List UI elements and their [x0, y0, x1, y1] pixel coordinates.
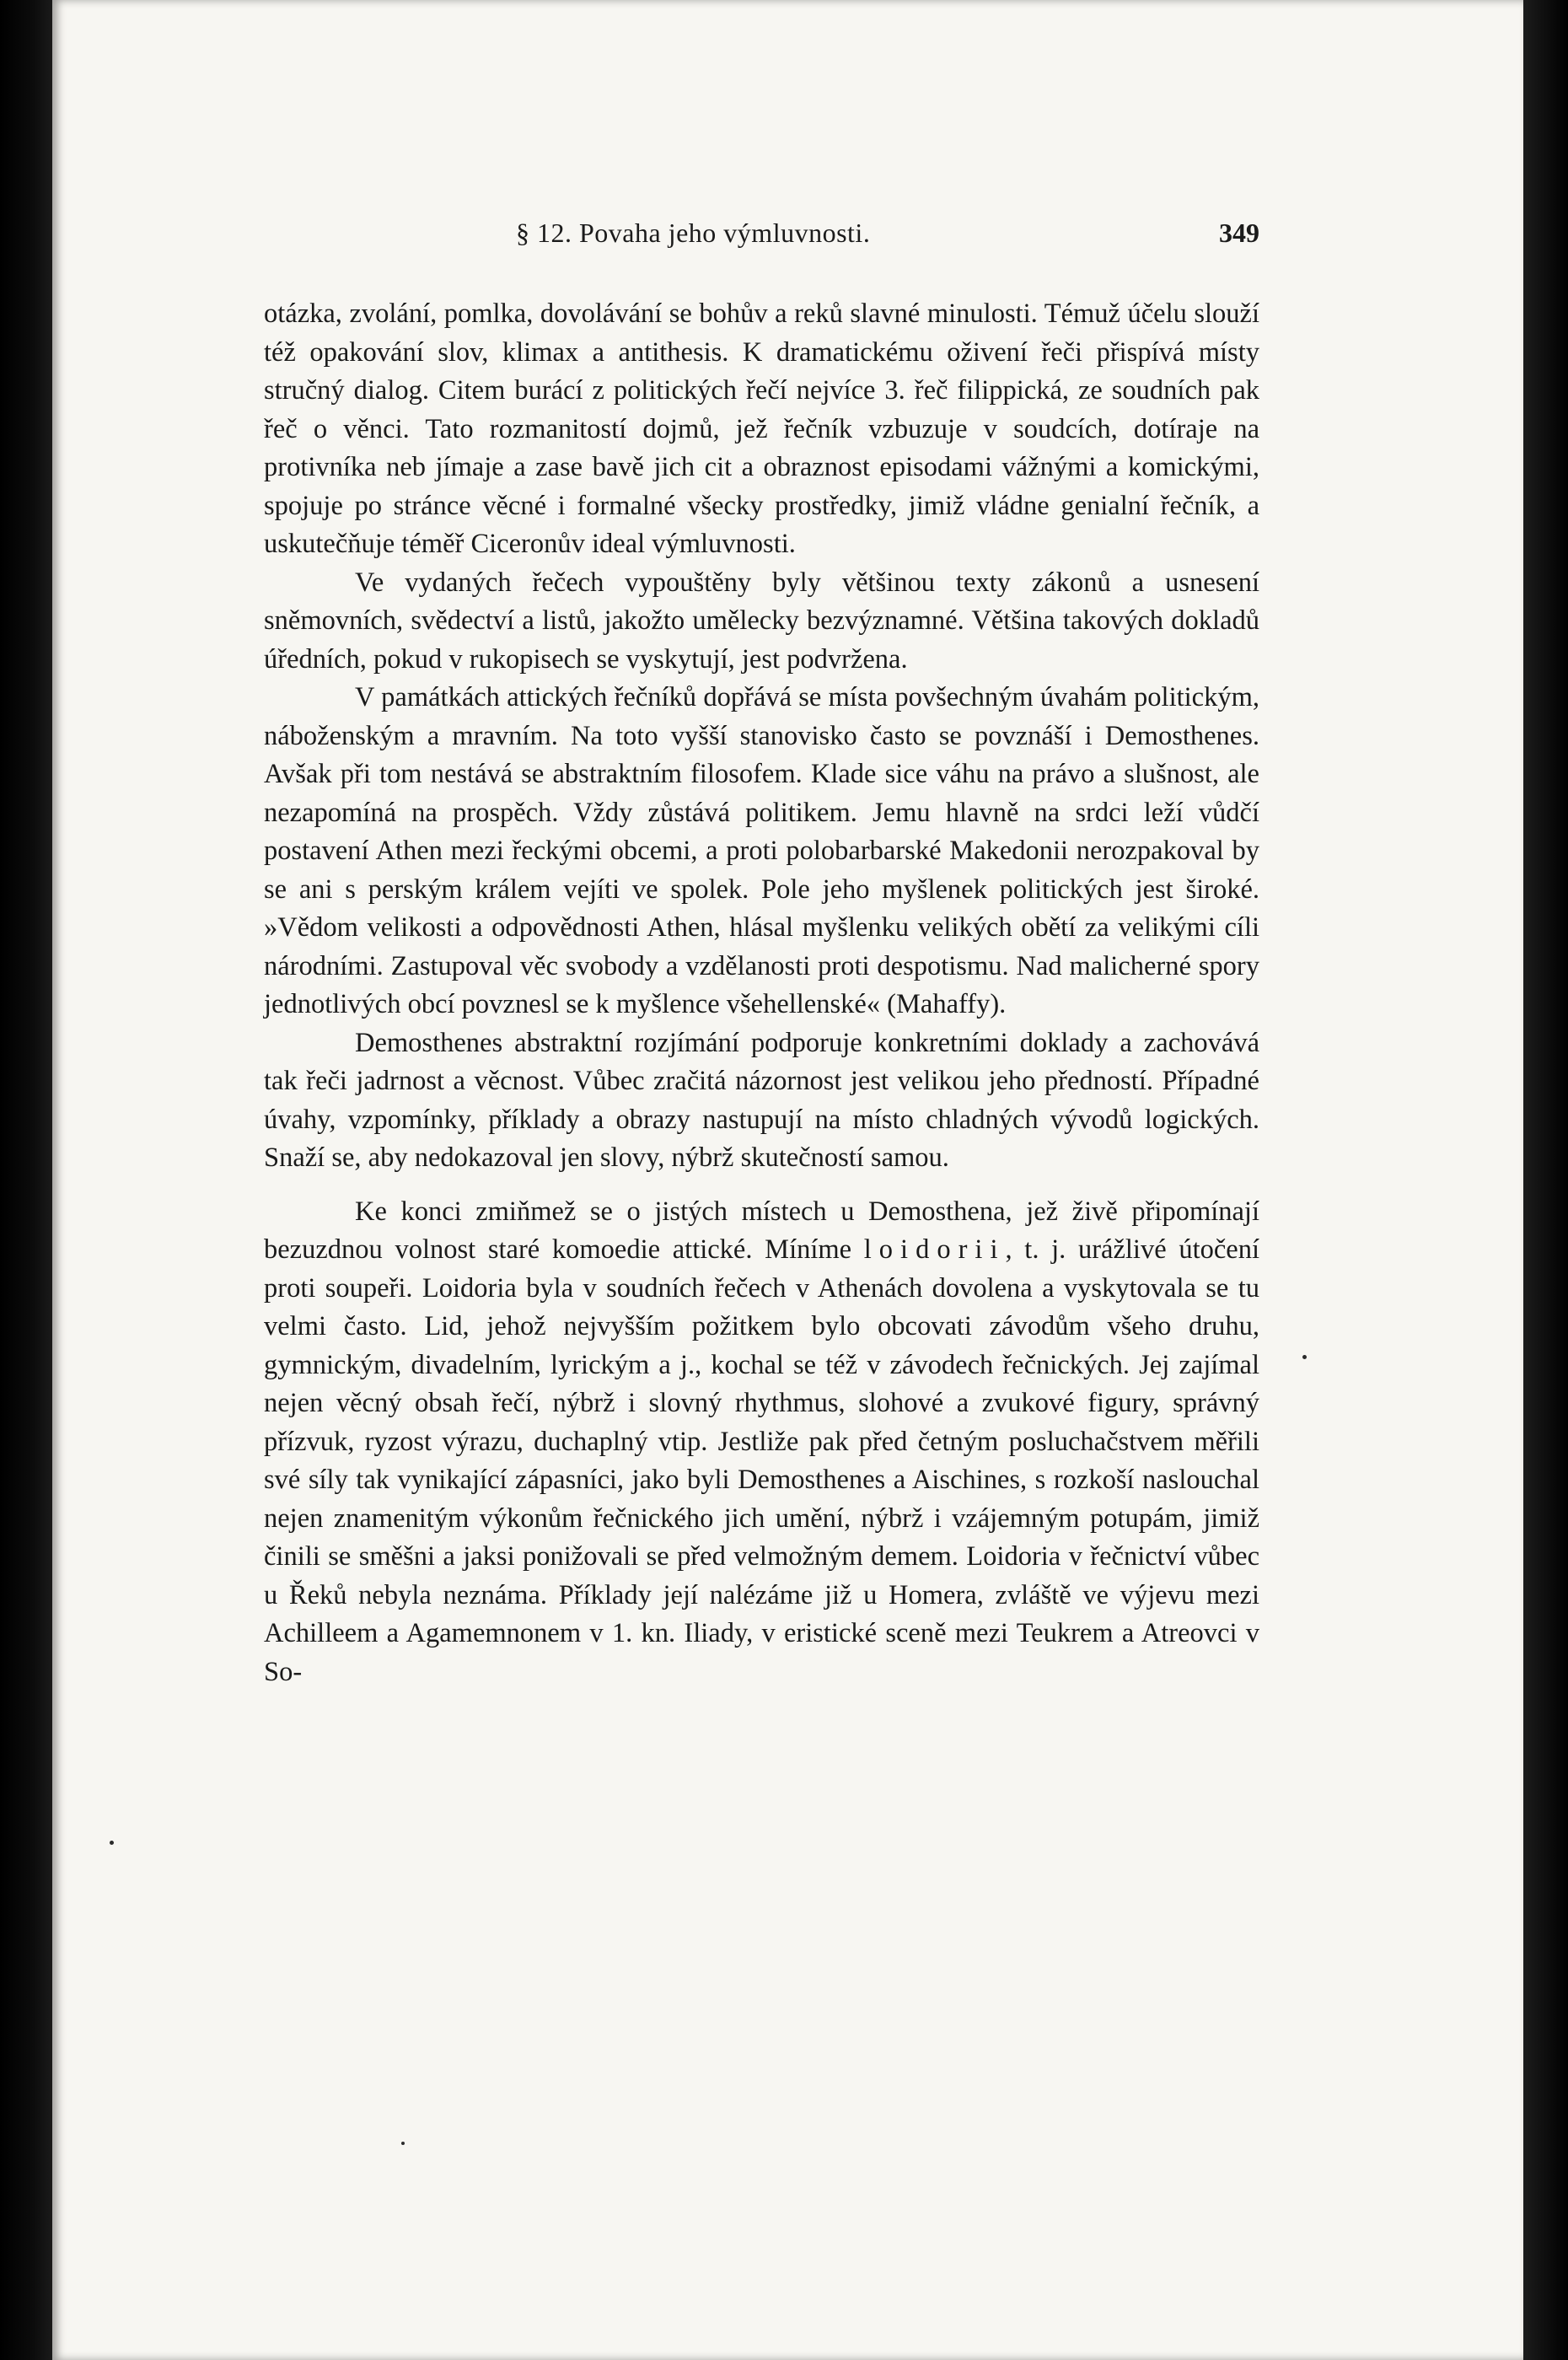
scan-left-margin [0, 0, 52, 2360]
running-header [516, 218, 1259, 260]
paragraph-4: Demosthenes abstraktní rozjímání podporuje konkretními doklady a zachovává tak řeči jadrnost a věcnost. Vůbec zračitá názornost jest velikou jeho předností. Případné úvahy, vzpomínky, příklady a obrazy nastupují na místo chladných vývodů logických. Snaží se, aby nedokazoval jen slovy, nýbrž skutečností samou. [264, 1027, 1259, 1173]
paragraph-2: Ve vydaných řečech vypouštěny byly většinou texty zákonů a usnesení sněmovních, svědectví a listů, jakožto umělecky bezvýznamné. Většina takových dokladů úředních, pokud v rukopisech se vyskytují, jest podvržena. [264, 567, 1259, 675]
body-text [264, 295, 1259, 1691]
scan-right-edge [1523, 0, 1568, 2360]
page-number: 349 [1219, 218, 1259, 248]
paragraph-5-rest: , t. j. urážlivé útočení proti soupeři. Loidoria byla v soudních řečech v Athenách dovolena a vyskytovala se tu velmi často. Lid, jehož nejvyšším požitkem bylo obcovati závodům všeho druhu, gymnickým, divadelním, lyrickým a j., kochal se též v závodech řečnických. Jej zajímal nejen věcný obsah řečí, nýbrž i slovný rhythmus, slohové a zvukové figury, správný přízvuk, ryzost výrazu, duchaplný vtip. Jestliže pak před četným posluchačstvem měřili své síly tak vynikající zápasníci, jako byli Demosthenes a Aischines, s rozkoší naslouchal nejen znamenitým výkonům řečnického jich umění, nýbrž i vzájemným potupám, jimiž činili se směšni a jaksi ponižovali se před velmožným demem. Loidoria v řečnictví vůbec u Řeků nebyla neznáma. Příklady její nalézáme již u Homera, zvláště ve výjevu mezi Achilleem a Agamemnonem v 1. kn. Iliady, v eristické sceně mezi Teukrem a Atreovci v So- [264, 1234, 1259, 1687]
paragraph-5-start: Ke konci zmiňmež se o jistých místech u Demosthena, jež živě připomínají bezuzdnou volnost staré komoedie attické. Míníme [264, 1196, 1259, 1265]
spaced-term-loidorii: loidorii [863, 1234, 1006, 1265]
scan-speck [401, 2142, 405, 2145]
paragraph-5 [264, 1193, 1259, 1692]
paragraph-1: otázka, zvolání, pomlka, dovolávání se bohův a reků slavné minulosti. Témuž účelu slouží též opakování slov, klimax a antithesis. K dramatickému oživení řeči přispívá místy stručný dialog. Citem burácí z politických řečí nejvíce 3. řeč filippická, ze soudních pak řeč o věnci. Tato rozmanitostí dojmů, jež řečník vzbuzuje v soudcích, dotíraje na protivníka neb jímaje a zase bavě jich cit a obraznost episodami vážnými a komickými, spojuje po stránce věcné i formalné všecky prostředky, jimiž vládne genialní řečník, a uskutečňuje téměř Ciceronův ideal výmluvnosti. [264, 298, 1259, 559]
running-header-title: § 12. Povaha jeho výmluvnosti. [516, 218, 871, 248]
scan-speck [110, 1841, 114, 1845]
paragraph-3: V památkách attických řečníků dopřává se místa povšechným úvahám politickým, náboženským a mravním. Na toto vyšší stanovisko často se povznáší i Demosthenes. Avšak při tom nestává se abstraktním filosofem. Klade sice váhu na právo a slušnost, ale nezapomíná na prospěch. Vždy zůstává politikem. Jemu hlavně na srdci leží vůdčí postavení Athen mezi řeckými obcemi, a proti polobarbarské Makedonii nerozpakoval by se ani s perským králem vejíti ve spolek. Pole jeho myšlenek politických jest široké. »Vědom velikosti a odpovědnosti Athen, hlásal myšlenku velikých obětí za velikými cíli národními. Zastupoval věc svobody a vzdělanosti proti despotismu. Nad malicherné spory jednotlivých obcí povznesl se k myšlence všehellenské« (Mahaffy). [264, 682, 1259, 1019]
scan-speck [1302, 1355, 1307, 1359]
